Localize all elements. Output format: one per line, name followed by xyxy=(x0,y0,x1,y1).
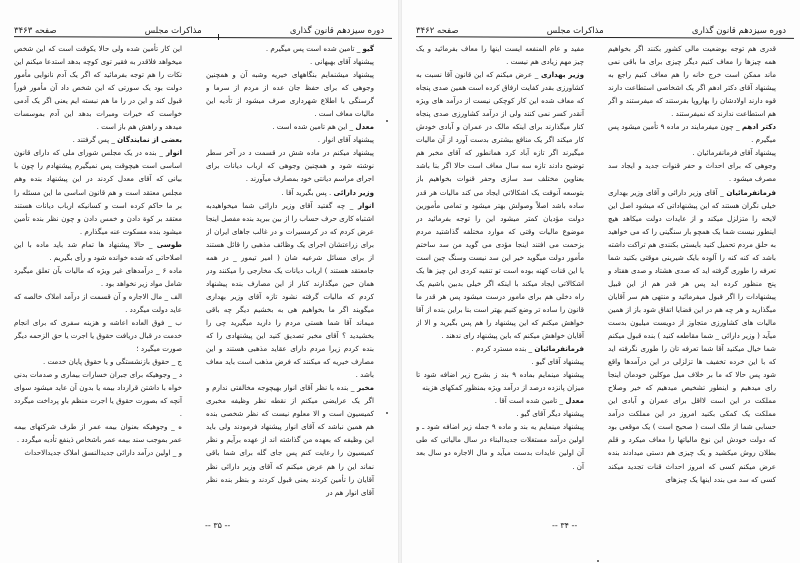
header-rule xyxy=(14,36,392,39)
text-paragraph xyxy=(206,55,384,68)
speaker-name: وزیر دارائی xyxy=(333,187,374,197)
scan-speck xyxy=(597,560,599,562)
text-paragraph xyxy=(416,407,594,420)
speaker-paragraph xyxy=(206,186,384,199)
text-paragraph xyxy=(608,159,786,185)
paragraph-text: _ آقای وزیر دارائی و آقای وزیر بهداری خیلی نگران هستند که این پیشنهاداتی که میشود اصل این لایحه را متزلزل میکند و از عایدات دولت میکاهد هیچ اینطور نیست شما یک همچو بار سنگینی را که می خواهید به حلق مردم تحمیل کنید بایستی بکنندی هم تراکت داشته باشد که کنه کنه را آلوده بایک شیرینی موقتی بکنید شما تعرفه را طوری گرفته اید که صدی هشتاد و صدی هفتاد و پنج منظور کرده اید پس هر قدر هم از این قبیل پیشنهادات را اگر قبول میفرمائید و منتهی هم سر آقایان میگذارید و هر چه هم در این قضایا اتفاق شود باز از همین مالیات های کشاورزی متجاوز از دویست میلیون بدست میآید ( وزیر دارائی _ شما مقاطعه کنید ) بنده قبول میکنم شما خیال میکنید آقا شما تعرفه تان را طوری نگرفته اید که با این خرده تخفیف ها تزلزلی در این درآمدها واقع شود پس حالا که ما بر خلاف میل موکلین خودمان اینجا رای میدهیم و اینطور تشخیص میدهیم که خیر وصلاح مملکت در این است لااقل برای عمران و آبادی این مملکت یک کمکی بکنید امروز در این مملکت درآمد حسابی شما از ملک است ( صحیح است ) یک موقعی بود که دولت خودش این نوع مالیاتها را معاف میکرد و قلم بطلان روش میکشید و یک چیزی هم دستی میدادند بنده عرض میکنم کسی که امروز احداث قنات تجدید میکند کسی که سد می بندد اینها یک چیزهای xyxy=(608,187,776,484)
paragraph-text: _ بنده مسترد کردم . xyxy=(471,344,535,354)
header-rule xyxy=(416,36,794,39)
paragraph-text: پیشنهاد مینمایم بماده ۹ بند ز بشرح زیر اضافه شود تا میزان پانزده درصد از درآمد ویژه بمنظور کمکهای هزینه xyxy=(416,370,585,393)
speaker-name: معدل xyxy=(565,396,584,406)
page-header xyxy=(14,22,384,36)
paragraph-text: _ تامین شده است پس میگیرم . xyxy=(265,44,363,53)
text-paragraph xyxy=(14,264,192,290)
paragraph-text: قدری هم توجه بوضعیت مالی کشور بکنند اگر بخواهیم همه چیزها را معاف کنیم دیگر چیزی برای ما باقی نمی ماند ممکن است خرج خانه را هم معاف کنیم راجع به پیشنهاد آقای دکتر ادهم اگر یک اشخاصی استطاعت دارند قوه دارند اولادشان را بهاروپا بفرستند که میفرستند و اگر هم استطاعت ندارند که نمیفرستند . xyxy=(608,44,776,119)
speaker-name: گیو xyxy=(362,44,374,53)
text-column-right xyxy=(608,42,786,498)
paragraph-text: الف _ مال الاجاره و آن قسمت از درآمد املاک خالصه که عاید دولت میگردد . xyxy=(14,291,182,314)
paragraph-text: _ حالا پیشنهاد ها تمام شد باید ماده با این اصلاحاتی که شده خوانده شود و رأی بگیریم . xyxy=(14,239,182,262)
speaker-paragraph xyxy=(608,186,786,486)
page-header xyxy=(416,22,786,36)
text-paragraph xyxy=(206,133,384,146)
header-title: مذاکرات مجلس xyxy=(546,26,604,36)
speaker-paragraph xyxy=(416,68,594,342)
paragraph-text: _ چه گفتید آقای وزیر دارائی شما میخواهیدبه اشتباه کاری حرف حساب را از بین ببرید بنده مفصل اینجا عرض کردم که در کرمسیرات و در غالب جاهای ایران از برای زراعتشان اجرای یک وظائف مذهبی را قائل هستند از برای مسائل شرعیه شان ( امیر تیمور _ در همه جامعتقد هستند ) ارباب دیانات یک مخارجی را میکنند ودر همان حین میگذارند کنار از این مصارف بنده پیشنهاد کردم که مالیات گرفته نشود تازه آقای وزیر بهداری میگویند اگر ما بخواهیم هی به بخشیم دیگر چه باقی میماند آقا شما هستی مردم را دارید میگیرید چی را بخشیدید ؟ آقای مخبر تصدیق کنید این پیشنهادی را که بنده کردم زیرا مردم دارای عقاید مذهبی هستند و این مصارف خیریه که میکنند که فرض مذهب است باید معاف باشد . xyxy=(206,200,374,380)
text-paragraph xyxy=(14,316,192,355)
paragraph-text: پیشنهاد آقای بهبهانی . xyxy=(310,57,374,67)
text-paragraph xyxy=(206,146,384,185)
header-session: دوره سیزدهم قانون گذاری xyxy=(289,26,384,36)
right-page xyxy=(402,0,800,563)
header-rule-tick xyxy=(218,34,219,40)
speaker-name: وزیر بهداری xyxy=(541,70,584,80)
speaker-paragraph xyxy=(416,394,594,407)
text-paragraph xyxy=(14,355,192,368)
paragraph-text: _ این هم تامین شده است . xyxy=(272,122,356,132)
speaker-paragraph xyxy=(206,120,384,133)
paragraph-text: پیشنهاد دیگر آقای گیو . xyxy=(516,409,584,419)
speaker-paragraph xyxy=(206,42,384,55)
paragraph-text: پیشنهاد میشنمایم بنگاههای خیریه وشبه آن و همچنین وجوهی که برای حفظ جان عده از مردم از سرما و گرسنگی با اطلاع شهرداری صرف میشود از تأدیه این مالیات معاف است . xyxy=(206,70,374,119)
text-paragraph xyxy=(608,146,786,159)
speaker-name: انوار xyxy=(357,200,374,210)
header-page-number: صفحه ۳۴۶۲ xyxy=(416,26,459,36)
speaker-name: انوار xyxy=(165,148,182,158)
left-page xyxy=(0,0,398,563)
speaker-paragraph xyxy=(14,146,192,237)
paragraph-text: _ پس گرفتند . xyxy=(72,135,118,145)
paragraph-text: ماده ۶ _ درآمدهای غیر ویژه که مالیات بآن تعلق میگیرد شامل مواد زیر نخواهد بود . xyxy=(14,265,182,288)
speaker-name: معدل xyxy=(355,122,374,132)
paragraph-text: _ بنده در یک مجلس شورای ملی که دارای قانون اساسی است هیچوقت پس نمیگیرم پیشنهادم را چون با بیانی که آقای معدل کردند در این پیشنهاد بنده وهم مجلس معتقد است و هم قانون اساسی ما این مسئله را بر ما حاکم کرده است و کسانیکه ارباب دیانات هستند معتقد بر کوة دادن و خمس دادن و چون نظر بنده تأمین میشود بنده مسکوت عنه میگذارم . xyxy=(14,148,182,236)
paragraph-text: و _ اولین درآمد دارائی جدیدالنسق املاک جدیدالاحداث xyxy=(24,448,182,458)
paragraph-text: این کار تأمین شده ولی حالا یکوقت است که این شخص میخواهد فلاقدر به فقیر توی کوچه بدهد استدعا میکنم این نکات را هم توجه بفرمائید که اگر یک آدم نانوایی مأمور دولت بود یک سورتی که این شخص داد آن مأمور فوراً قبول کند و این در را ما هم نبسته ایم یعنی اگر یک آدمی خواست که خیرات ومبرات بدهد این آدم بموسسات میدهد و راهش هم باز است . xyxy=(14,44,182,132)
text-paragraph xyxy=(416,355,594,368)
text-paragraph xyxy=(14,290,192,316)
speaker-paragraph xyxy=(416,342,594,355)
text-paragraph xyxy=(14,420,192,446)
speaker-paragraph xyxy=(206,199,384,382)
speaker-name: طوسی xyxy=(156,239,182,249)
text-column-left xyxy=(14,42,192,498)
paragraph-text: پیشنهاد آقای گیو . xyxy=(531,357,584,367)
paragraph-text: . پس بگیرید آقا . xyxy=(281,187,334,197)
paragraph-text: _ عرض میکنم که این قانون آقا نسبت به کشاورزی بقدر کفایت ارفاق کرده است همین صدی پنجاه که معاف شده این کار کوچکی نیست از درآمد های ویژه آنقدر کسر نمی کنند ولی از درآمد کشاورزی صدی پنجاه کنار میگذارند برای اینکه مالک در عمران و آبادی خودش کار میکند اگر یک منافع بیشتری بدست آورد از آن مالیات میگیرند اگر تازه آباد کرد همانطور که آقای مخبر هم توضیح دادند تازه سه سال معاف است حالا اگر بنا باشد بعناوین مختلف سد سازی وحفر قنوات بخواهیم باز بتوسعه آنوقت یک اشکالاتی ایجاد می کند مالیات هر قدر ساده باشد اصلاً وصولش بهتر میشود و تمامی مأمورین دولت مؤدیان کمتر میشود این را توجه بفرمائید در موضوع مالیات وقتی که موارد مختلفه گذاشتید مردم بزحمت می افتند اینجا مؤدی می گوید من سد ساختم مأمور دولت میگوید خیر این سد نیست وسنگ چین است یا این قنات کهنه بوده است تو تنقیه کردی این چیز ها یک اشکالاتی ایجاد میکند با اینکه اگر خیلی بدبین باشیم یک راه دخلی هم برای مامور درست میشود پس هر قدر ما قانون را ساده تر وضع کنیم بهتر است بنا براین بنده از آقا خواهش میکنم که این پیشنهاد را هم پس بگیرید و الا از آقایان خواهش میکنم که باین پیشنهاد رای ندهند . xyxy=(416,70,584,341)
text-column-left xyxy=(416,42,594,498)
page-folio: -- ۳۵ -- xyxy=(205,521,231,530)
text-column-right xyxy=(206,42,384,498)
speaker-name: فرمانفرمائیان xyxy=(726,187,776,197)
text-paragraph xyxy=(206,68,384,120)
speaker-paragraph xyxy=(608,120,786,146)
paragraph-text: مفید و عام المنفعه ایست اینها را معاف بفرمائید و یک چیز مهم زیادی هم نیست . xyxy=(416,44,584,67)
text-paragraph xyxy=(416,420,594,472)
paragraph-text: _ تامین شده است آقا . xyxy=(494,396,566,406)
speaker-name: فرمانفرمائیان xyxy=(534,344,584,354)
speaker-paragraph xyxy=(206,381,384,498)
scan-speck xyxy=(386,120,388,122)
scan-speck xyxy=(386,412,388,414)
speaker-paragraph xyxy=(14,133,192,146)
speaker-name: بعضی از نمایندگان xyxy=(117,135,182,145)
text-paragraph xyxy=(14,446,192,459)
text-paragraph xyxy=(608,42,786,120)
text-paragraph xyxy=(416,42,594,68)
paragraph-text: پیشنهاد آقای فرمانفرمائیان . xyxy=(692,148,776,158)
text-paragraph xyxy=(14,368,192,420)
paragraph-text: ب _ فوق العاده اعاشه و هزینه سفری که برای انجام خدمت در قبال دریافت حقوق یا اجرت یا حق الزحمه دیگر صورت میگیرد ؛ xyxy=(14,317,182,354)
text-paragraph xyxy=(416,368,594,394)
paragraph-text: ج _ حقوق بازنشستگی و یا حقوق پایان خدمت . xyxy=(42,357,182,367)
paragraph-text: _ بنده با نظر آقای انوار بهیچوجه مخالفتی ندارم و اگر یک عرایضی میکنم از نقطه نظر وظیفه مخبری کمیسیون است و الا معلوم نیست که نظر شخصی بنده هم همین نباشد که آقای انوار پیشنهاد فرمودند ولی باید این وظیفه که بعهده من گذاشته اند از عهده برآیم و نظر کمیسیون را رعایت کنم پس جای گله برای شما باقی نماند این را هم عرض میکنم که آقای وزیر دارائی نظر آقایان را تأمین کردند یعنی قبول کردند و بنظر بنده نظر آقای انوار هم در xyxy=(206,383,374,497)
speaker-name: مخبر xyxy=(357,383,374,393)
paragraph-text: د _ وجوهیکه برای جبران خسارات بیماری و صدمات بدنی خواه با داشتن قرارداد بیمه یا بدون آن عاید میشود سوای آنچه که بصورت حقوق یا اجرت منظم باو پرداخت میگردد . xyxy=(14,370,182,419)
header-page-number: صفحه ۳۴۶۳ xyxy=(14,26,57,36)
paragraph-text: _ چون میفرمایند در ماده ۹ تأمین میشود پس میگیرم . xyxy=(608,122,776,145)
text-paragraph xyxy=(14,42,192,133)
paragraph-text: پیشنهاد مینمایم یه بند و ماده ۹ جمله زیر اضافه شود ـ و اولین درآمد مستغلات جدیدالبناء در سال مالیاتی که طی آن اولین عایدات بدست میآید و مال الاجاره دو سال بعد آن . xyxy=(416,422,585,471)
header-session: دوره سیزدهم قانون گذاری xyxy=(691,26,786,36)
speaker-paragraph xyxy=(14,238,192,264)
paragraph-text: ه _ وجوهیکه بعنوان بیمه عمر از طرف شرکتهای بیمه عمر بموجب سند بیمه عمر باشخاص ذینفع تأدیه میگردد . xyxy=(14,422,182,445)
page-folio: -- ۳۴ -- xyxy=(552,521,578,530)
paragraph-text: پیشنهاد آقای انوار . xyxy=(317,135,374,145)
header-title: مذاکرات مجلس xyxy=(144,26,202,36)
speaker-name: دکتر ادهم xyxy=(741,122,776,132)
paragraph-text: پیشنهاد میکنم در ماده شش در قسمت د در آخر سطر نوشته شود و همچنین وجوهی که ارباب دیانات برای اجرای مراسم دیانتی خود بمصارف میآورند . xyxy=(206,148,374,184)
paragraph-text: وجوهی که برای احداث و حفر قنوات جدید و ایجاد سد مصرف میشود . xyxy=(608,161,776,184)
